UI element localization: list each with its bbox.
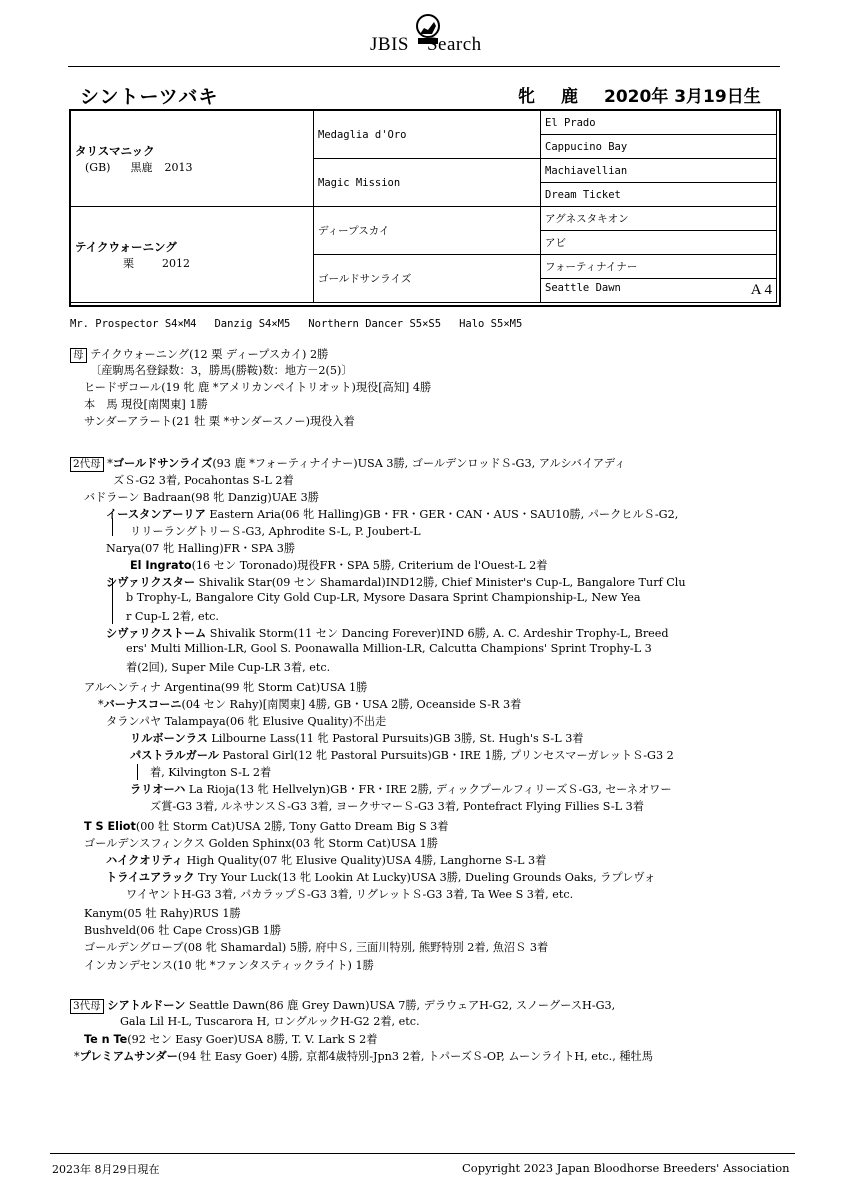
second-dam-line: ゴールデングローブ(08 牝 Shamardal) 5勝, 府中Ｓ, 三面川特別, 熊野特別 2着, 魚沼Ｓ 3着: [84, 941, 549, 954]
dam-line-4: 本 馬 現役[南関東] 1勝: [84, 398, 208, 411]
inbreeding-item: Danzig S4×M5: [214, 318, 291, 330]
dam-name: テイクウォーニング: [75, 239, 177, 254]
second-dam-line: ズＳ-G2 3着, Pocahontas S-L 2着: [113, 474, 294, 487]
horse-birth: 2020年 3月19日生: [604, 87, 761, 107]
g3-8-name: Seattle Dawn: [545, 282, 621, 294]
dam-line-1: 母 テイクウォーニング(12 栗 ディープスカイ) 2勝: [70, 346, 328, 363]
second-dam-line: リリーラングトリーＳ-G3, Aphrodite S-L, P. Joubert-L: [130, 525, 421, 538]
second-dam-line: リルボーンラス Lilbourne Lass(11 牝 Pastoral Pursuits)GB 3勝, St. Hugh's S-L 3着: [130, 732, 584, 745]
g3-6: アビ: [541, 231, 777, 255]
horse-meta: [518, 82, 761, 107]
horse-name-bold: シアトルドーン: [107, 999, 186, 1012]
tree-bar: [137, 764, 138, 780]
footer-copyright: Copyright 2023 Japan Bloodhorse Breeders' Association: [462, 1161, 790, 1175]
g3-4: Dream Ticket: [541, 183, 777, 207]
second-dam-line: パストラルガール Pastoral Girl(12 牝 Pastoral Pursuits)GB・IRE 1勝, プリンセスマーガレットＳ-G3 2: [130, 749, 674, 762]
second-dam-line: トライユアラック Try Your Luck(13 牝 Lookin At Lucky)USA 3勝, Dueling Grounds Oaks, ラプレヴォ: [106, 871, 656, 884]
second-dam-line: タランパヤ Talampaya(06 牝 Elusive Quality)不出走: [106, 715, 387, 728]
third-dam-line: Te n Te(92 セン Easy Goer)USA 8勝, T. V. Lark S 2着: [84, 1033, 378, 1046]
dam-cell: [71, 207, 314, 303]
second-dam-line: シヴァリクストーム Shivalik Storm(11 セン Dancing Forever)IND 6勝, A. C. Ardeshir Trophy-L, Breed: [106, 627, 669, 640]
horse-name-bold: Te n Te: [84, 1033, 128, 1046]
g3-3: Machiavellian: [541, 159, 777, 183]
tree-bar: [112, 578, 113, 624]
horse-name-bold: ハイクオリティ: [106, 854, 183, 867]
third-dam-line: *プレミアムサンダー(94 牡 Easy Goer) 4勝, 京都4歳特別-Jpn3 2着, トパーズＳ-OP, ムーンライトH, etc., 種牡馬: [74, 1050, 653, 1063]
dam-line-3: ヒードザコール(19 牝 鹿 *アメリカンペイトリオット)現役[高知] 4勝: [84, 381, 432, 394]
horse-name-bold: T S Eliot: [84, 820, 136, 833]
dam-sire: ディープスカイ: [314, 207, 541, 255]
second-dam-line: *バーナスコーニ(04 セン Rahy)[南関東] 4勝, GB・USA 2勝, Oceanside S-R 3着: [98, 698, 522, 711]
second-dam-line: ハイクオリティ High Quality(07 牝 Elusive Quality)USA 4勝, Langhorne S-L 3着: [106, 854, 547, 867]
horse-name: シントーツバキ: [80, 86, 219, 108]
dam-line-2: 〔産駒馬名登録数：3，勝馬(勝鞍)数：地方－2(5)〕: [90, 364, 353, 377]
second-dam-line: El Ingrato(16 セン Toronado)現役FR・SPA 5勝, Criterium de l'Ouest-L 2着: [130, 559, 548, 572]
second-dam-line: 2代母 *ゴールドサンライズ(93 鹿 *フォーティナイナー)USA 3勝, ゴールデンロッドＳ-G3, アルシバイアディ: [70, 455, 626, 472]
horse-name-bold: シヴァリクストーム: [106, 627, 207, 640]
horse-name-bold: ラリオーハ: [130, 783, 186, 796]
horse-name-bold: ゴールドサンライズ: [112, 457, 213, 470]
third-dam-label: 3代母: [70, 999, 104, 1014]
inbreeding-item: Northern Dancer S5×S5: [308, 318, 442, 330]
sire-name: タリスマニック: [75, 143, 155, 158]
second-dam-line: アルヘンティナ Argentina(99 牝 Storm Cat)USA 1勝: [84, 681, 368, 694]
horse-color: 鹿: [561, 87, 578, 107]
second-dam-line: 着, Kilvington S-L 2着: [150, 766, 272, 779]
sire-cell: [71, 111, 314, 207]
sire-dam: Magic Mission: [314, 159, 541, 207]
g3-2: Cappucino Bay: [541, 135, 777, 159]
third-dam-line: 3代母 シアトルドーン Seattle Dawn(86 鹿 Grey Dawn)USA 7勝, デラウェアH-G2, スノーグースH-G3,: [70, 997, 615, 1014]
horse-name-bold: プレミアムサンダー: [79, 1050, 178, 1063]
horse-name-bold: イースタンアーリア: [106, 508, 206, 521]
g3-7: フォーティナイナー: [541, 255, 777, 279]
jbis-search-logo[interactable]: [360, 12, 500, 58]
pedigree-table: [70, 110, 777, 303]
second-dam-line: ワイヤントH-G3 3着, パカラップＳ-G3 3着, リグレットＳ-G3 3着, Ta Wee S 3着, etc.: [126, 888, 574, 901]
inbreeding-item: Halo S5×M5: [459, 318, 523, 330]
horse-name-bold: バーナスコーニ: [103, 698, 182, 711]
sire-sire: Medaglia d'Oro: [314, 111, 541, 159]
second-dam-line: Bushveld(06 牡 Cape Cross)GB 1勝: [84, 924, 282, 937]
horse-name-bold: トライユアラック: [106, 871, 195, 884]
dam-dam: ゴールドサンライズ: [314, 255, 541, 303]
header-rule: [68, 66, 780, 67]
logo-text-search: Search: [426, 34, 482, 55]
logo-text-jbis: JBIS: [370, 34, 409, 55]
g3-5: アグネスタキオン: [541, 207, 777, 231]
horse-name-bold: シヴァリクスター: [106, 576, 196, 589]
footer-date: 2023年 8月29日現在: [52, 1163, 160, 1176]
g3-1: El Prado: [541, 111, 777, 135]
horse-name-bold: El Ingrato: [130, 559, 192, 572]
second-dam-line: イースタンアーリア Eastern Aria(06 牝 Halling)GB・FR・GER・CAN・AUS・SAU10勝, パークヒルＳ-G2,: [106, 508, 679, 521]
second-dam-line: ers' Multi Million-LR, Gool S. Poonawalla Million-LR, Calcutta Champions' Sprint Trophy-L 3: [126, 642, 652, 655]
second-dam-line: バドラーン Badraan(98 牝 Danzig)UAE 3勝: [84, 491, 319, 504]
horse-sex: 牝: [518, 87, 535, 107]
dam-label: 母: [70, 348, 87, 363]
second-dam-line: 着(2回), Super Mile Cup-LR 3着, etc.: [126, 661, 331, 674]
second-dam-line: インカンデセンス(10 牝 *ファンタスティックライト) 1勝: [84, 959, 374, 972]
tree-bar: [112, 518, 113, 536]
footer-rule: [50, 1153, 795, 1154]
second-dam-line: Narya(07 牝 Halling)FR・SPA 3勝: [106, 542, 296, 555]
second-dam-line: r Cup-L 2着, etc.: [126, 610, 219, 623]
second-dam-line: ラリオーハ La Rioja(13 牝 Hellvelyn)GB・FR・IRE 2勝, ディックプールフィリーズＳ-G3, セーネオワー: [130, 783, 672, 796]
second-dam-line: Kanym(05 牡 Rahy)RUS 1勝: [84, 907, 241, 920]
inbreeding-item: Mr. Prospector S4×M4: [70, 318, 197, 330]
family-number: A 4: [750, 282, 772, 298]
second-dam-line: ゴールデンスフィンクス Golden Sphinx(03 牝 Storm Cat)USA 1勝: [84, 837, 438, 850]
horse-name-bold: パストラルガール: [130, 749, 219, 762]
second-dam-label: 2代母: [70, 457, 104, 472]
dam-info: 栗 2012: [123, 256, 190, 270]
inbreeding-line: [70, 318, 540, 330]
sire-info: (GB) 黒鹿 2013: [85, 160, 193, 174]
second-dam-line: ズ賞-G3 3着, ルネサンスＳ-G3 3着, ヨークサマーＳ-G3 3着, Pontefract Flying Fillies S-L 3着: [150, 800, 644, 813]
second-dam-line: T S Eliot(00 牡 Storm Cat)USA 2勝, Tony Gatto Dream Big S 3着: [84, 820, 449, 833]
second-dam-line: b Trophy-L, Bangalore City Gold Cup-LR, Mysore Dasara Sprint Championship-L, New Yea: [126, 591, 641, 604]
g3-8: [541, 279, 777, 303]
dam-line-5: サンダーアラート(21 牡 栗 *サンダースノー)現役入着: [84, 415, 355, 428]
second-dam-line: シヴァリクスター Shivalik Star(09 セン Shamardal)IND12勝, Chief Minister's Cup-L, Bangalore Turf Clu: [106, 576, 686, 589]
third-dam-line: Gala Lil H-L, Tuscarora H, ロングルックH-G2 2着, etc.: [120, 1015, 420, 1028]
horse-name-bold: リルボーンラス: [130, 732, 208, 745]
